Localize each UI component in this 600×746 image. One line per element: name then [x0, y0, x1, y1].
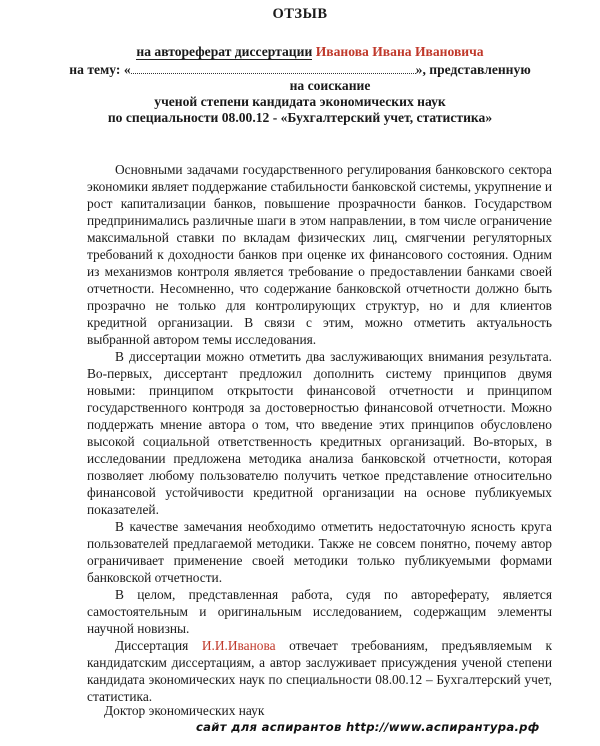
conclusion-suffix: отвечает требованиям, предъявляемым к кандидатским диссертациям, а автор заслуживает присуждения ученой степени кандидата экономических наук по специальности 08.00.12 – Бухгалтерский учет, статистика. — [87, 638, 552, 704]
topic-blank-field — [131, 61, 416, 74]
header-line1-prefix: на автореферат диссертации — [136, 44, 313, 59]
paragraph-conclusion — [87, 637, 552, 705]
paragraph-remarks: В качестве замечания необходимо отметить недостаточную ясность круга пользователей предлагаемой методики. Также не совсем понятно, почему автор ограничивает применение своей методики только публикуемыми формами банковской отчетности. — [87, 519, 552, 585]
document-title: ОТЗЫВ — [272, 6, 328, 22]
signature-line: Доктор экономических наук — [104, 703, 265, 718]
conclusion-prefix: Диссертация — [115, 638, 189, 653]
header-line-application: на соискание — [289, 78, 371, 93]
header-line-dissertation — [0, 44, 600, 60]
topic-prefix: на тему: « — [69, 62, 131, 77]
header-line-degree: ученой степени кандидата экономических наук — [154, 94, 446, 109]
topic-suffix: », представленную — [415, 62, 531, 77]
footer-watermark — [196, 720, 590, 734]
review-body — [87, 161, 552, 705]
header-line-specialty: по специальности 08.00.12 - «Бухгалтерский учет, статистика» — [107, 110, 493, 125]
author-name: Иванова Ивана Ивановича — [315, 44, 484, 59]
footer-text: сайт для аспирантов — [196, 720, 342, 734]
author-short-name: И.И.Иванова — [201, 638, 276, 653]
paragraph-assessment: В целом, представленная работа, судя по автореферату, является самостоятельным и оригинальным исследованием, содержащим элементы научной новизны. — [87, 587, 552, 636]
paragraph-results: В диссертации можно отметить два заслуживающих внимания результата. Во-первых, диссертант предложил дополнить систему принципов двумя новыми: принципом открытости финансовой отчетности и принципом государственного контродя за достоверностью финансовой отчетности. Можно поддержать мнение автора о том, что введение этих принципов обусловлено высокой социальной ответственность кредитных организаций. Во-вторых, в исследовании предложена методика анализа банковской отчетности, которая позволяет любому пользователю получить четкое представление относительно финансовой устойчивости кредитной организации на основе публикуемых показателей. — [87, 349, 552, 517]
paragraph-relevance: Основными задачами государственного регулирования банковского сектора экономики являет поддержание стабильности банковской системы, укрупнение и рост капитализации банков, повышение прозрачности банков. Государством предпринимались различные шаги в этом направлении, в том числе ограничение максимальной ставки по вкладам физических лиц, смягчении регуляторных требований к доходности банков при оценке их финансового состояния. Одним из механизмов контроля является требование о предоставлении банками своей отчетности. Несомненно, что содержание банковской отчетности должно быть прозрачно не только для контролирующих структур, но и для клиентов кредитной организации. В связи с этим, можно отметить актуальность выбранной автором темы исследования. — [87, 162, 552, 347]
header-line-topic — [0, 61, 600, 78]
footer-link[interactable]: http://www.аспирантура.рф — [345, 720, 540, 734]
